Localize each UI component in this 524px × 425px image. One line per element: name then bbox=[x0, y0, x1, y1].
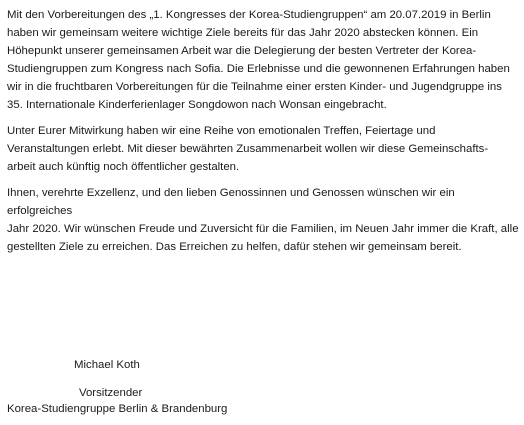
letter-body bbox=[7, 6, 519, 264]
signature-role: Vorsitzender bbox=[79, 387, 143, 399]
signature-name: Michael Koth bbox=[74, 359, 140, 371]
paragraph-cooperation: Unter Eurer Mitwirkung haben wir eine Reihe von emotionalen Treffen, Feiertage und Veranstaltungen erlebt. Mit dieser bewährten Zusammenarbeit wollen wir diese Gemeinschafts- arbeit auch künftig noch öffentlicher gestalten. bbox=[7, 125, 489, 173]
paragraph-wishes: Ihnen, verehrte Exzellenz, und den lieben Genossinnen und Genossen wünschen wir ein erfolgreiches Jahr 2020. Wir wünschen Freude und Zuversicht für die Familien, im Neuen Jahr immer die Kraft, alle gestellten Ziele zu erreichen. Das Erreichen zu helfen, dafür stehen wir gemeinsam bereit. bbox=[7, 187, 519, 253]
paragraph-congress: Mit den Vorbereitungen des „1. Kongresses der Korea-Studiengruppen“ am 20.07.2019 in Berlin haben wir gemeinsam weitere wichtige Ziele bereits für das Jahr 2020 abstecken können. Ein Höhepunkt unserer gemeinsamen Arbeit war die Delegierung der besten Vertreter der Korea- Studiengruppen zum Kongress nach Sofia. Die Erlebnisse und die gewonnenen Erfahrungen haben wir in die fruchtbaren Vorbereitungen für die Teilnahme einer ersten Kinder- und Jugendgruppe ins 35. Internationale Kinderferienlager Songdowon nach Wonsan eingebracht. bbox=[7, 9, 510, 111]
signature-organization: Korea-Studiengruppe Berlin & Brandenburg bbox=[7, 403, 228, 415]
